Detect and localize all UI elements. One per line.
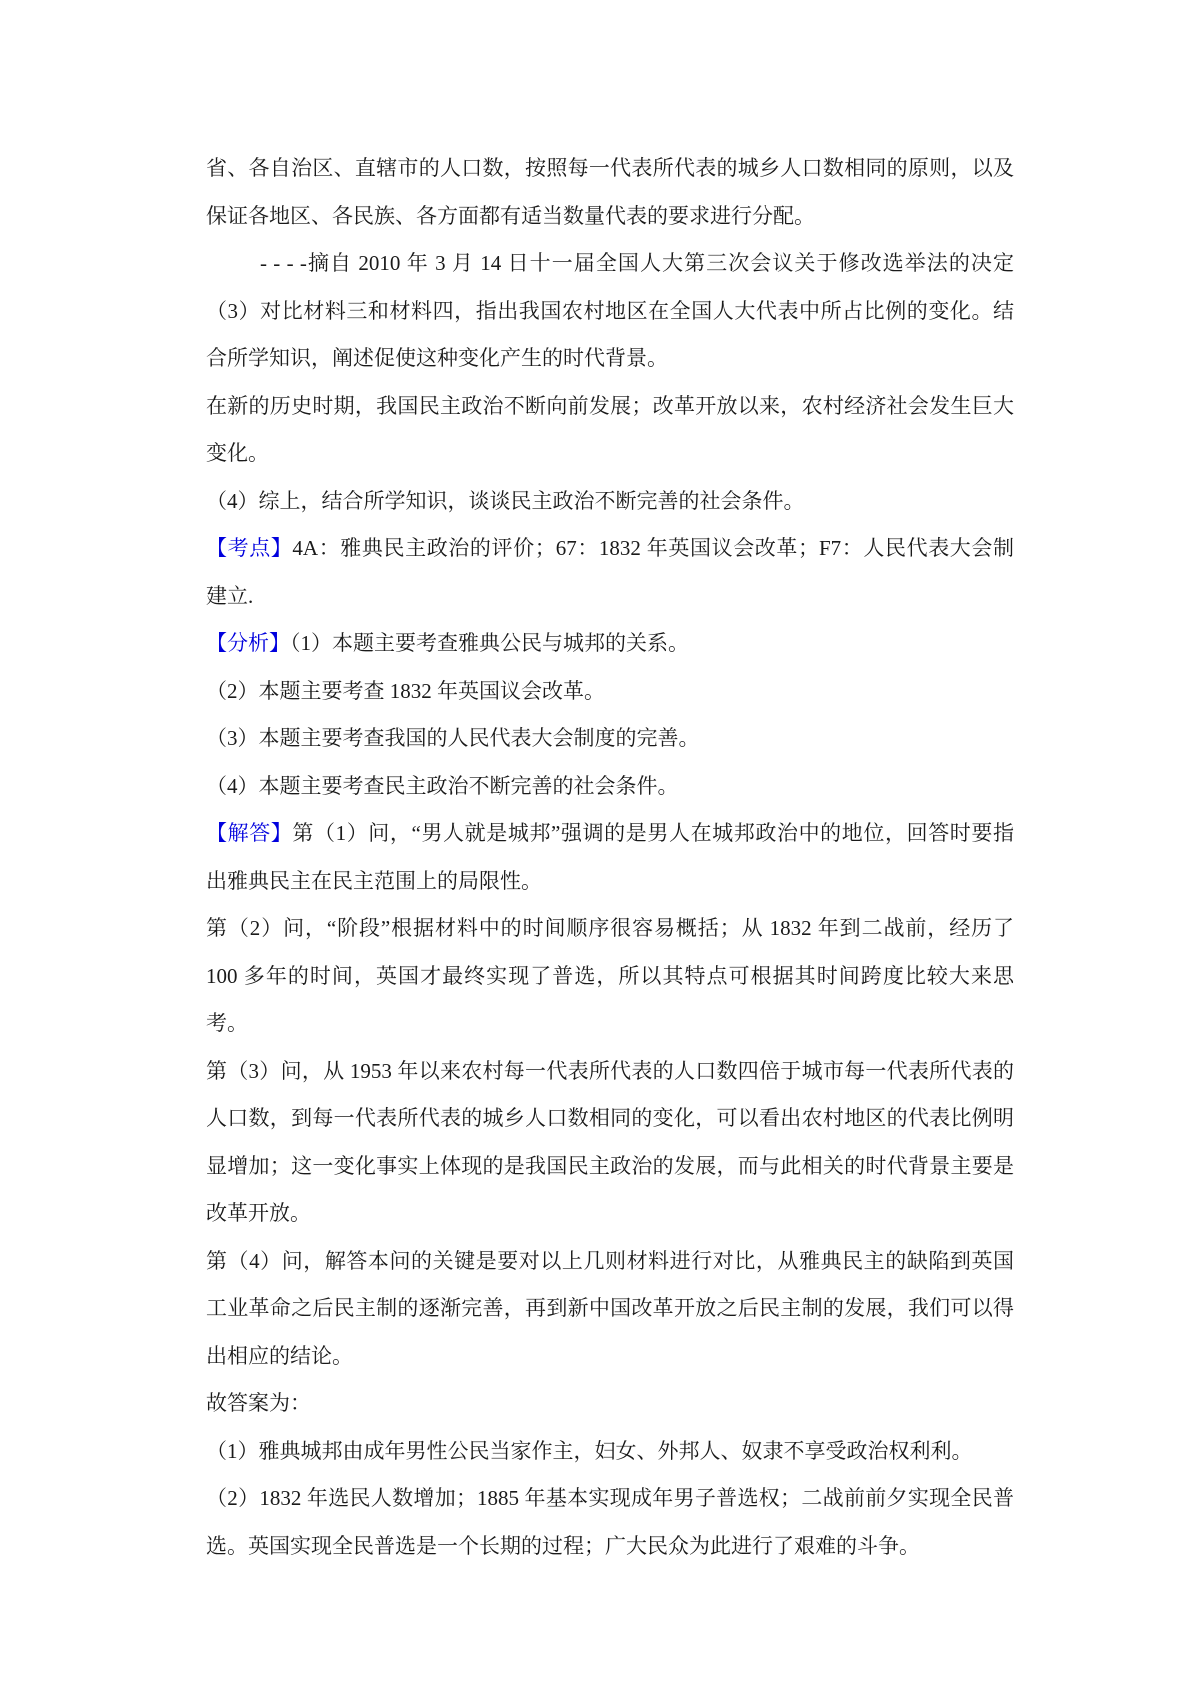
section-label: 【分析】	[206, 631, 290, 655]
line-text: （4）综上，结合所学知识，谈谈民主政治不断完善的社会条件。	[206, 488, 805, 513]
section-label: 【解答】	[206, 821, 293, 845]
line-text: - - - -摘自 2010 年 3 月 14 日十一届全国人大第三次会议关于修改选举法的决定	[260, 251, 1014, 275]
text-line	[206, 525, 1014, 573]
line-text: （3）本题主要考查我国的人民代表大会制度的完善。	[206, 726, 700, 750]
line-text: 显增加；这一变化事实上体现的是我国民主政治的发展，而与此相关的时代背景主要是	[206, 1153, 1014, 1178]
line-text: （1）本题主要考查雅典公民与城邦的关系。	[290, 631, 689, 655]
text-line	[206, 478, 1014, 526]
text-line	[206, 1095, 1014, 1143]
line-text: 4A：雅典民主政治的评价；67：1832 年英国议会改革；F7：人民代表大会制	[292, 536, 1015, 560]
line-text: （2）1832 年选民人数增加；1885 年基本实现成年男子普选权；二战前前夕实现全民普	[206, 1486, 1014, 1510]
line-text: 出雅典民主在民主范围上的局限性。	[206, 868, 542, 893]
text-line	[206, 715, 1014, 763]
line-text: （1）雅典城邦由成年男性公民当家作主，妇女、外邦人、奴隶不享受政治权利利。	[206, 1438, 973, 1463]
text-line	[206, 145, 1014, 193]
text-line	[206, 858, 1014, 906]
text-line	[206, 573, 1014, 621]
text-line	[206, 288, 1014, 336]
text-line	[206, 810, 1014, 858]
text-line	[206, 1428, 1014, 1476]
text-line	[206, 193, 1014, 241]
document-body	[206, 145, 1014, 1570]
line-text: 改革开放。	[206, 1201, 311, 1225]
text-line	[206, 1333, 1014, 1381]
line-text: 故答案为：	[206, 1391, 311, 1415]
line-text: 100 多年的时间，英国才最终实现了普选，所以其特点可根据其时间跨度比较大来思	[206, 963, 1014, 988]
line-text: 第（1）问，“男人就是城邦”强调的是男人在城邦政治中的地位，回答时要指	[292, 821, 1014, 845]
line-text: 人口数，到每一代表所代表的城乡人口数相同的变化，可以看出农村地区的代表比例明	[206, 1106, 1014, 1130]
text-line	[206, 335, 1014, 383]
text-line	[206, 383, 1014, 431]
text-line	[206, 1238, 1014, 1286]
line-text: 第（3）问，从 1953 年以来农村每一代表所代表的人口数四倍于城市每一代表所代表的	[206, 1058, 1014, 1083]
text-line	[206, 668, 1014, 716]
line-text: 合所学知识，阐述促使这种变化产生的时代背景。	[206, 346, 668, 370]
text-line	[206, 953, 1014, 1001]
line-text: 在新的历史时期，我国民主政治不断向前发展；改革开放以来，农村经济社会发生巨大	[206, 393, 1014, 418]
line-text: 选。英国实现全民普选是一个长期的过程；广大民众为此进行了艰难的斗争。	[206, 1533, 920, 1558]
line-text: 第（4）问，解答本问的关键是要对以上几则材料进行对比，从雅典民主的缺陷到英国	[206, 1248, 1014, 1273]
text-line	[206, 1475, 1014, 1523]
text-line	[206, 1048, 1014, 1096]
text-line	[206, 763, 1014, 811]
text-line	[206, 1523, 1014, 1571]
line-text: （4）本题主要考查民主政治不断完善的社会条件。	[206, 773, 679, 798]
line-text: 保证各地区、各民族、各方面都有适当数量代表的要求进行分配。	[206, 203, 815, 228]
text-line	[206, 430, 1014, 478]
line-text: （2）本题主要考查 1832 年英国议会改革。	[206, 678, 605, 703]
line-text: （3）对比材料三和材料四，指出我国农村地区在全国人大代表中所占比例的变化。结	[206, 298, 1014, 323]
text-line	[206, 905, 1014, 953]
text-line	[206, 1000, 1014, 1048]
line-text: 变化。	[206, 441, 269, 465]
line-text: 省、各自治区、直辖市的人口数，按照每一代表所代表的城乡人口数相同的原则，以及	[206, 156, 1014, 180]
line-text: 出相应的结论。	[206, 1343, 353, 1368]
line-text: 第（2）问，“阶段”根据材料中的时间顺序很容易概括；从 1832 年到二战前，经历了	[206, 916, 1014, 940]
line-text: 建立.	[206, 583, 254, 608]
text-line	[206, 1285, 1014, 1333]
section-label: 【考点】	[206, 536, 293, 560]
text-line	[206, 620, 1014, 668]
line-text: 工业革命之后民主制的逐渐完善，再到新中国改革开放之后民主制的发展，我们可以得	[206, 1296, 1014, 1320]
text-line	[206, 1380, 1014, 1428]
text-line	[206, 1143, 1014, 1191]
line-text: 考。	[206, 1011, 248, 1035]
text-line	[206, 240, 1014, 288]
text-line	[206, 1190, 1014, 1238]
